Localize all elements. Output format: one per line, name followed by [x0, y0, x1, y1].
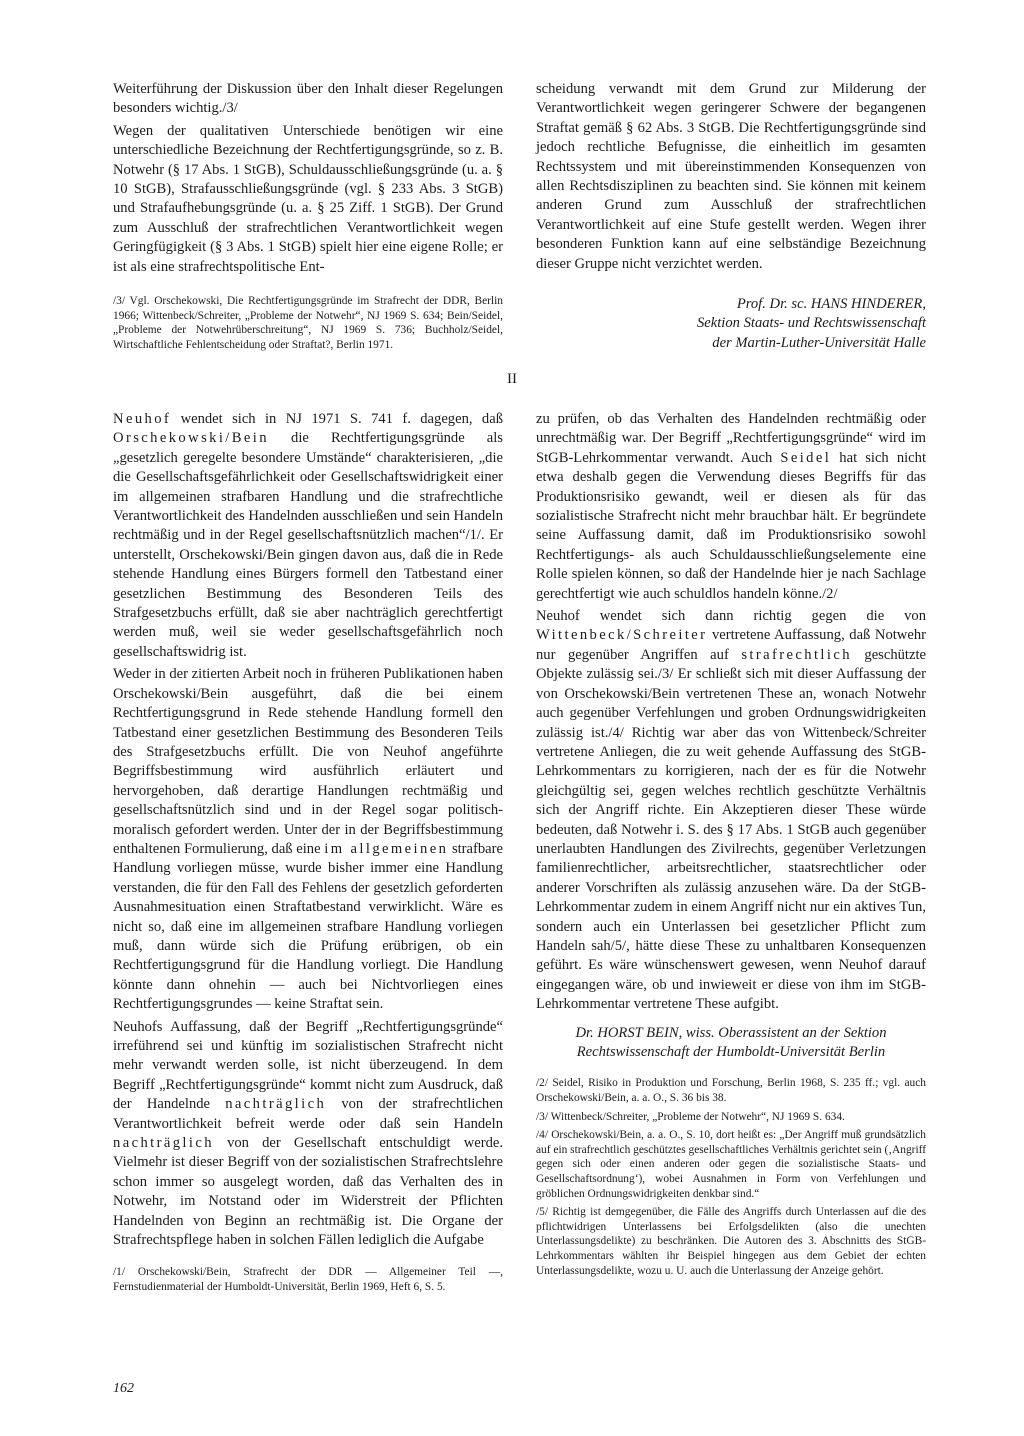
text-run: strafbare Handlung vorliegen müsse, wurde bisher immer eine Handlung verstanden, die für den Fall des Fehlens der gesetzlich geforderten Ausnahmesituation einen Straftatbestand verwirklicht. Wäre es nicht so, daß eine im allgemeinen strafbare Handlung vorliegen muß, dann würde sich die Prüfung erübrigen, ob ein Rechtfertigungsgrund für die Handlung vorliegt. Die Handlung könnte dann ohnehin — auch bei Nichtvorliegen eines Rechtfertigungsgrundes — keine Straftat sein. [113, 840, 503, 1013]
paragraph: scheidung verwandt mit dem Grund zur Milderung der Verantwortlichkeit wegen geringerer Schwere der begangenen Straftat gemäß § 62 Abs. 3 StGB. Die Rechtfertigungsgründe sind jedoch rechtliche Befugnisse, die einheitlich im gesamten Rechtssystem und mit übereinstimmenden Konsequenzen von allen Rechtsdisziplinen zu beachten sind. Sie können mit keinem anderen Grund zum Ausschluß der strafrechtlichen Verantwortlichkeit auf eine Stufe gestellt werden. Wegen ihrer besonderen Funktion kann auf eine selbständige Bezeichnung dieser Gruppe nicht verzichtet werden. [536, 81, 926, 272]
page-number: 162 [113, 1381, 134, 1396]
text-run: geschützte Objekte zulässig sei./3/ Er schließt sich mit dieser Auffassung der von Orschekowski/Bein vertretenen These an, wonach Notwehr auch gegenüber Verfehlungen und groben Ordnungswidrigkeiten zulässig ist./4/ Richtig war aber das von Wittenbeck/Schreiter vertretene Anliegen, die zu weit gehende Auffassung des StGB-Lehrkommentars zu korrigieren, nach der es für die Notwehr gleichgültig sei, gegen welches rechtlich geschützte Verhältnis sich der Angriff richte. Ein Akzeptieren dieser These würde bedeuten, daß Notwehr i. S. des § 17 Abs. 1 StGB auch gegenüber unerlaubten Handlungen des Zivilrechts, gegenüber Verletzungen familienrechtlicher, arbeitsrechtlicher, staatsrechtlicher oder anderer Vorschriften als zulässig anzusehen wäre. Da der StGB-Lehrkommentar zudem in einem Angriff nicht nur ein aktives Tun, sondern auch ein Unterlassen bei gesetzlicher Pflicht zum Handeln sah/5/, hätte diese These zu unhaltbaren Konsequenzen geführt. Es wäre wünschenswert gewesen, wenn Neuhof darauf eingegangen wäre, ob und inwieweit er diese von ihm im StGB-Lehrkommentar vertretene These aufgibt. [536, 646, 926, 1013]
paragraph: Weiterführung der Diskussion über den Inhalt dieser Regelungen besonders wichtig./3/ [113, 81, 503, 117]
paragraph [113, 665, 503, 1014]
emphasis-spaced: strafrechtlich [741, 646, 852, 663]
text-run: von der strafrechtlichen Verantwortlichkeit befreit werde oder daß sein Handeln [113, 1096, 503, 1132]
text-run: hat sich nicht etwa deshalb gegen die Verwendung dieses Begriffs für das Produktionsrisiko gewandt, weil er diesen als für das sozialistische Strafrecht nicht mehr brauchbar hält. Er begründete seine Auffassung damit, daß im Produktionsrisiko sowohl Rechtfertigungs- als auch Schuldausschließungselemente eine Rolle spielen können, so daß der Handelnde hier je nach Sachlage gerechtfertigt wie auch schuldlos handeln könne./2/ [536, 449, 926, 602]
part1-left-column [113, 80, 503, 356]
part2-right-column [536, 410, 926, 1282]
author-signature-affiliation: Sektion Staats- und Rechtswissenschaft [696, 315, 926, 332]
footnote-3: /3/ Wittenbeck/Schreiter, „Probleme der Notwehr“, NJ 1969 S. 634. [536, 1110, 845, 1123]
text-run: vertretene Auffassung, daß Notwehr nur gegenüber Angriffen auf [536, 627, 926, 663]
footnote-3: /3/ Vgl. Orschekowski, Die Rechtfertigungsgründe im Strafrecht der DDR, Berlin 1966; Wittenbeck/Schreiter, „Probleme der Notwehr“, NJ 1969 S. 634; Bein/Seidel, „Probleme der Notwehrüberschreitung“, NJ 1969 S. 736; Buchholz/Seidel, Wirtschaftliche Fehlentscheidung oder Straftat?, Berlin 1971. [113, 295, 503, 351]
emphasis-spaced: nachträglich [225, 1096, 327, 1113]
text-run: zu prüfen, ob das Verhalten des Handelnden rechtmäßig oder unrechtmäßig war. Der Begriff „Rechtfertigungsgründe“ wird im StGB-Lehrkommentar verwandt. Auch [536, 411, 926, 466]
text-run: wendet sich in NJ 1971 S. 741 f. dagegen, daß [171, 411, 503, 427]
paragraph [536, 607, 926, 1015]
author-name-spaced: Seidel [780, 449, 832, 466]
part1-right-column [536, 80, 926, 353]
author-signature-affiliation: der Martin-Luther-Universität Halle [712, 334, 926, 351]
paragraph [113, 1018, 503, 1251]
footnote-1: /1/ Orschekowski/Bein, Strafrecht der DDR — Allgemeiner Teil —, Fernstudienmaterial der Humboldt-Universität, Berlin 1969, Heft 6, S. 5. [113, 1266, 503, 1294]
text-run: Neuhofs Auffassung, daß der Begriff „Rechtfertigungsgründe“ irreführend sei und künftig im sozialistischen Strafrecht nicht mehr verwandt werden solle, ist nicht überzeugend. In dem Begriff „Rechtfertigungsgründe“ kommt nicht zum Ausdruck, daß der Handelnde [113, 1018, 503, 1113]
author-name-spaced: Orschekowski/Bein [113, 430, 269, 447]
part2-left-column [113, 410, 503, 1299]
footnote-2: /2/ Seidel, Risiko in Produktion und Forschung, Berlin 1968, S. 235 ff.; vgl. auch Orschekowski/Bein, a. a. O., S. 36 bis 38. [536, 1077, 926, 1104]
text-run: die Rechtfertigungsgründe als „gesetzlich geregelte besondere Umstände“ charakterisieren, „die die Gesellschaftsgefährlichkeit oder Gesellschaftswidrigkeit einer im allgemeinen strafbaren Handlung und die strafrechtliche Verantwortlichkeit des Handelnden ausschließen und sein Handeln rechtmäßig und in der Regel gesellschaftsnützlich machen“/1/. Er unterstellt, Orschekowski/Bein gingen davon aus, daß die in Rede stehende Handlung eines Bürgers formell den Tatbestand einer gesetzlichen Bestimmung des Besonderen Teils des Strafgesetzbuchs erfüllt, daß sie aber nachträglich gerechtfertigt werden muß, weil sie weder gesellschaftsgefährlich noch gesellschaftswidrig ist. [113, 430, 503, 660]
emphasis-spaced: im allgemeinen [324, 840, 449, 857]
section-marker: II [507, 371, 517, 387]
author-name-spaced: Neuhof [113, 411, 172, 427]
footnote-5: /5/ Richtig ist demgegenüber, die Fälle des Angriffs durch Unterlassen auf die des pflichtwidrigen Unterlassens bei Erfolgsdelikten (also die unechten Unterlassungsdelikte) zu beschränken. Die Autoren des 3. Abschnitts des StGB-Lehrkommentars wählten ihr Beispiel hingegen aus dem Gebiet der echten Unterlassungsdelikte, wozu u. U. auch die Unterlassung der Anzeige gehört. [536, 1206, 926, 1277]
author-name-spaced: Wittenbeck/Schreiter [536, 627, 708, 644]
text-run: von der Gesellschaft entschuldigt werde. Vielmehr ist dieser Begriff von der sozialistischen Strafrechtslehre schon immer so ausgelegt worden, daß das Verhalten des in Notwehr, im Notstand oder im Widerstreit der Pflichten Handelnden von Beginn an rechtmäßig ist. Die Organe der Strafrechtspflege haben in solchen Fällen lediglich die Aufgabe [113, 1135, 503, 1249]
paragraph [536, 410, 926, 604]
text-run: Weder in der zitierten Arbeit noch in früheren Publikationen haben Orschekowski/Bein ausgeführt, daß die bei einem Rechtfertigungsgrund in Rede stehende Handlung formell den Tatbestand einer gesetzlichen Bestimmung des Besonderen Teils des Strafgesetzbuchs erfüllt. Die von Neuhof angeführte Begriffsbestimmung wird ausführlich erläutert und hervorgehoben, daß derartige Handlungen rechtmäßig und gesellschaftsnützlich sind und in der Regel sogar politisch-moralisch gefordert werden. Unter der in der Begriffsbestimmung enthaltenen Formulierung, daß eine [113, 666, 503, 857]
paragraph: Wegen der qualitativen Unterschiede benötigen wir eine unterschiedliche Bezeichnung der Rechtfertigungsgründe, so z. B. Notwehr (§ 17 Abs. 1 StGB), Schuldausschließungsgründe (u. a. § 10 StGB), Strafausschließungsgründe (vgl. § 233 Abs. 3 StGB) und Strafaufhebungsgründe (u. a. § 25 Ziff. 1 StGB). Der Grund zum Ausschluß der strafrechtlichen Verantwortlichkeit wegen Geringfügigkeit (§ 3 Abs. 1 StGB) spielt hier eine eigene Rolle; er ist als eine strafrechtspolitische Ent- [113, 122, 503, 275]
author-signature-name: Dr. HORST BEIN, wiss. Oberassistent an der Sektion [575, 1024, 887, 1041]
paragraph [113, 410, 503, 662]
text-run: Neuhof wendet sich dann richtig gegen die von [536, 608, 926, 625]
emphasis-spaced: nachträglich [113, 1135, 214, 1152]
author-signature-affiliation: Rechtswissenschaft der Humboldt-Universität Berlin [576, 1044, 886, 1060]
footnote-4: /4/ Orschekowski/Bein, a. a. O., S. 10, dort heißt es: „Der Angriff muß grundsätzlich auf ein strafrechtlich geschütztes gesellschaftliches Verhältnis gerichtet sein (‚Angriff gegen sich oder einen anderen oder gegen die sozialistische Staats- und Gesellschaftsordnung‘), wobei Ausnahmen in Form von Verfehlungen und gröblichen Ordnungswidrigkeiten denkbar sind.“ [536, 1129, 926, 1200]
author-signature-name: Prof. Dr. sc. HANS HINDERER, [736, 296, 926, 313]
